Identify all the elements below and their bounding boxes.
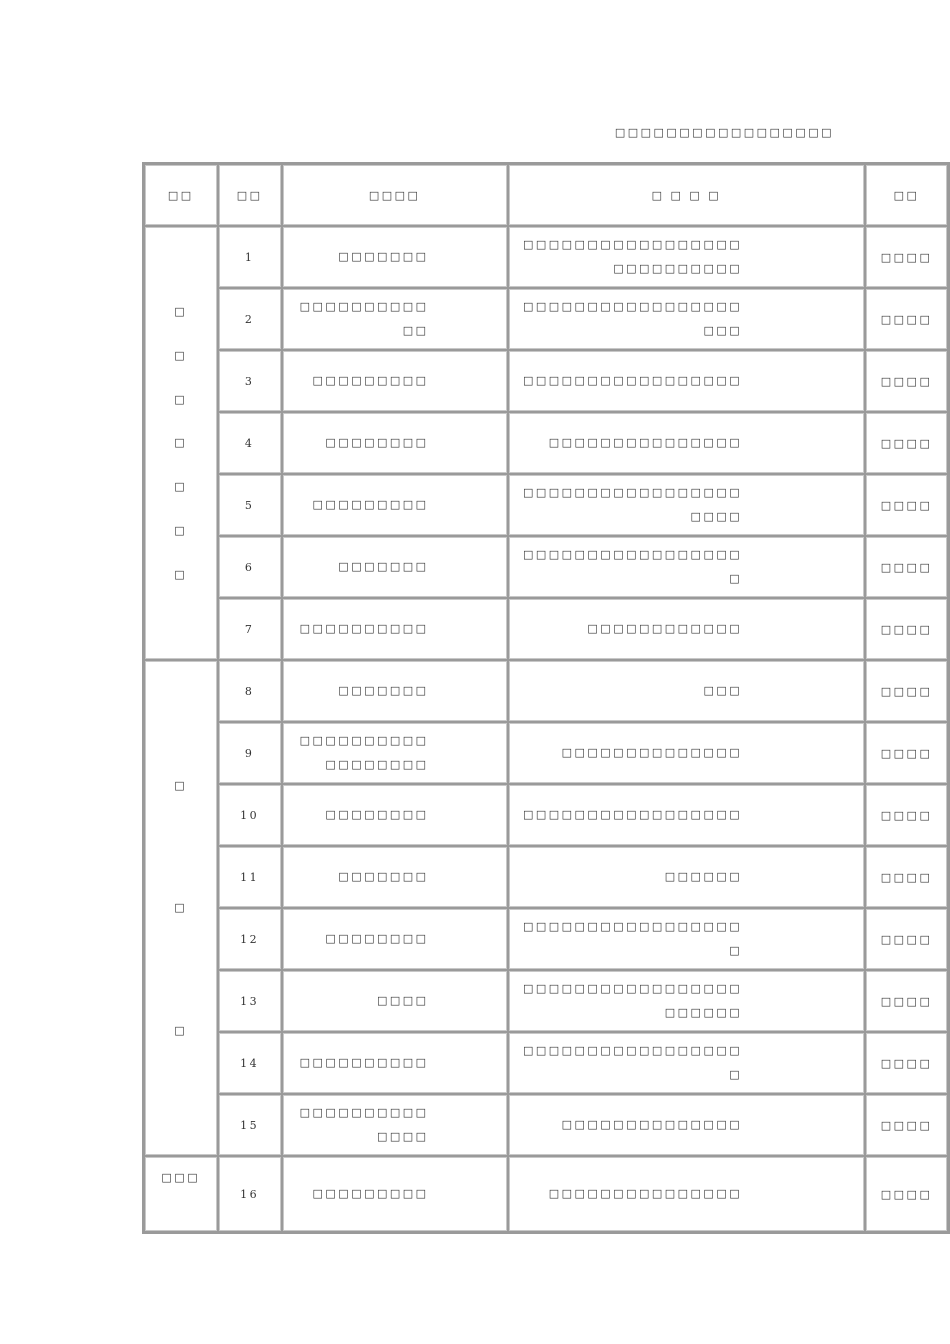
requirement-line: □□□□□□□□□□□□□□□□□ [522,300,743,313]
requirement-line: □□□□□□□□□□□□□□□□□ [522,374,743,387]
standard-name-cell [282,288,508,350]
requirement-line: □□□□ [690,510,743,523]
standard-name-line: □□□□□□□□□ [312,374,429,387]
requirement-cell [508,474,866,536]
standard-name-line: □□□□□□□ [338,684,429,697]
requirement-cell [508,908,866,970]
standard-name-cell [282,784,508,846]
requirement-line: □□□□□□ [664,1006,743,1019]
requirement-cell [508,846,866,908]
standard-name-line: □□□□□□□ [338,250,429,263]
requirement-cell [508,660,866,722]
requirement-cell [508,784,866,846]
standard-name-line: □□□□□□□□ [325,932,429,945]
row-number: 4 [218,412,282,474]
standard-name-cell [282,1094,508,1156]
requirement-line: □□□□□□□□□□□□□□□□□ [522,808,743,821]
category-char: □ [174,304,188,318]
requirement-line: □□□□□□□□□□ [613,262,743,275]
standard-name-line: □□□□□□□□□ [312,498,429,511]
standard-name-line: □□□□ [376,994,429,1007]
note-cell: □□□□ [865,288,948,350]
row-number: 3 [218,350,282,412]
table-row [144,226,948,288]
table-row [144,350,948,412]
standards-table [142,162,950,1234]
requirement-line: □□□□□□□□□□□□□□□□□ [522,486,743,499]
standard-name-line: □□□□□□□□□□ [299,1056,429,1069]
requirement-cell [508,722,866,784]
table-row [144,474,948,536]
requirement-line: □ [729,944,743,957]
category-char: □ [174,524,188,538]
note-cell: □□□□ [865,598,948,660]
header-requirement: □ □ □ □ [508,164,866,226]
standard-name-line: □□□□□□□□ [325,436,429,449]
standard-name-line: □□□□□□□□□□ [299,622,429,635]
standard-name-cell [282,474,508,536]
requirement-line: □□□□□□□□□□□□□□□□□ [522,238,743,251]
category-cell [144,1156,218,1232]
requirement-cell [508,536,866,598]
category-char: □ [174,436,188,450]
note-cell: □□□□ [865,722,948,784]
requirement-line: □□□ [703,324,743,337]
note-cell: □□□□ [865,226,948,288]
row-number: 2 [218,288,282,350]
header-note: □□ [865,164,948,226]
row-number: 6 [218,536,282,598]
requirement-line: □□□□□□□□□□□□□□□ [548,1187,743,1200]
row-number: 5 [218,474,282,536]
requirement-cell [508,598,866,660]
category-char: □ [174,1024,188,1038]
requirement-line: □□□□□□□□□□□□□□□□□ [522,548,743,561]
row-number: 15 [218,1094,282,1156]
standard-name-line: □□□□□□□□□□ [299,300,429,313]
table-row [144,660,948,722]
standard-name-cell [282,722,508,784]
header-number: □□ [218,164,282,226]
requirement-cell [508,412,866,474]
table-row [144,536,948,598]
requirement-line: □□□□□□□□□□□□□□□□□ [522,1044,743,1057]
note-cell: □□□□ [865,784,948,846]
requirement-cell [508,970,866,1032]
note-cell: □□□□ [865,1156,948,1232]
requirement-line: □□□□□□ [664,870,743,883]
standard-name-line: □□□□□□□□□□ [299,734,429,747]
note-cell: □□□□ [865,660,948,722]
table-row [144,846,948,908]
requirement-line: □ [729,1068,743,1081]
table-header-row [144,164,948,226]
standard-name-line: □□□□□□□ [338,870,429,883]
row-number: 12 [218,908,282,970]
row-number: 7 [218,598,282,660]
header-category: □□ [144,164,218,226]
standard-name-line: □□□□ [376,1130,429,1143]
requirement-line: □ [729,572,743,585]
note-cell: □□□□ [865,412,948,474]
standard-name-cell [282,1032,508,1094]
row-number: 9 [218,722,282,784]
standard-name-line: □□□□□□□□ [325,758,429,771]
note-cell: □□□□ [865,846,948,908]
category-char: □ [174,392,188,406]
standard-name-cell [282,1156,508,1232]
standard-name-line: □□□□□□□ [338,560,429,573]
row-number: 10 [218,784,282,846]
standard-name-line: □□ [402,324,429,337]
requirement-cell [508,1094,866,1156]
requirement-cell [508,1032,866,1094]
standard-name-cell [282,412,508,474]
standard-name-line: □□□□□□□□ [325,808,429,821]
row-number: 8 [218,660,282,722]
standard-name-cell [282,846,508,908]
standard-name-cell [282,598,508,660]
standard-name-cell [282,536,508,598]
standard-name-line: □□□□□□□□□□ [299,1106,429,1119]
requirement-line: □□□□□□□□□□□□□□□ [548,436,743,449]
header-name: □□□□ [282,164,508,226]
table-row [144,288,948,350]
row-number: 11 [218,846,282,908]
table-row [144,908,948,970]
requirement-cell [508,288,866,350]
note-cell: □□□□ [865,536,948,598]
table-row [144,412,948,474]
requirement-line: □□□□□□□□□□□□□□□□□ [522,982,743,995]
row-number: 13 [218,970,282,1032]
table-row [144,1094,948,1156]
standard-name-line: □□□□□□□□□ [312,1187,429,1200]
standard-name-cell [282,970,508,1032]
row-number: 16 [218,1156,282,1232]
category-char: □ [174,348,188,362]
note-cell: □□□□ [865,1032,948,1094]
category-char: □ [174,567,188,581]
standard-name-cell [282,226,508,288]
note-cell: □□□□ [865,1094,948,1156]
requirement-cell [508,226,866,288]
category-char: □ [174,480,188,494]
table-row [144,1156,948,1232]
standard-name-cell [282,908,508,970]
category-char: □ [174,901,188,915]
standard-name-cell [282,350,508,412]
category-char: □□□ [161,1171,201,1184]
requirement-line: □□□□□□□□□□□□□□ [561,1118,743,1131]
requirement-line: □□□□□□□□□□□□□□□□□ [522,920,743,933]
document-title: □□□□□□□□□□□□□□□□□ [614,126,834,139]
requirement-cell [508,1156,866,1232]
note-cell: □□□□ [865,970,948,1032]
row-number: 1 [218,226,282,288]
category-cell [144,226,218,660]
table-row [144,598,948,660]
category-char: □ [174,778,188,792]
requirement-line: □□□□□□□□□□□□ [587,622,743,635]
category-cell [144,660,218,1156]
requirement-cell [508,350,866,412]
requirement-line: □□□□□□□□□□□□□□ [561,746,743,759]
table-row [144,722,948,784]
note-cell: □□□□ [865,474,948,536]
table-row [144,1032,948,1094]
requirement-line: □□□ [703,684,743,697]
note-cell: □□□□ [865,350,948,412]
table-row [144,784,948,846]
note-cell: □□□□ [865,908,948,970]
standard-name-cell [282,660,508,722]
row-number: 14 [218,1032,282,1094]
table-row [144,970,948,1032]
